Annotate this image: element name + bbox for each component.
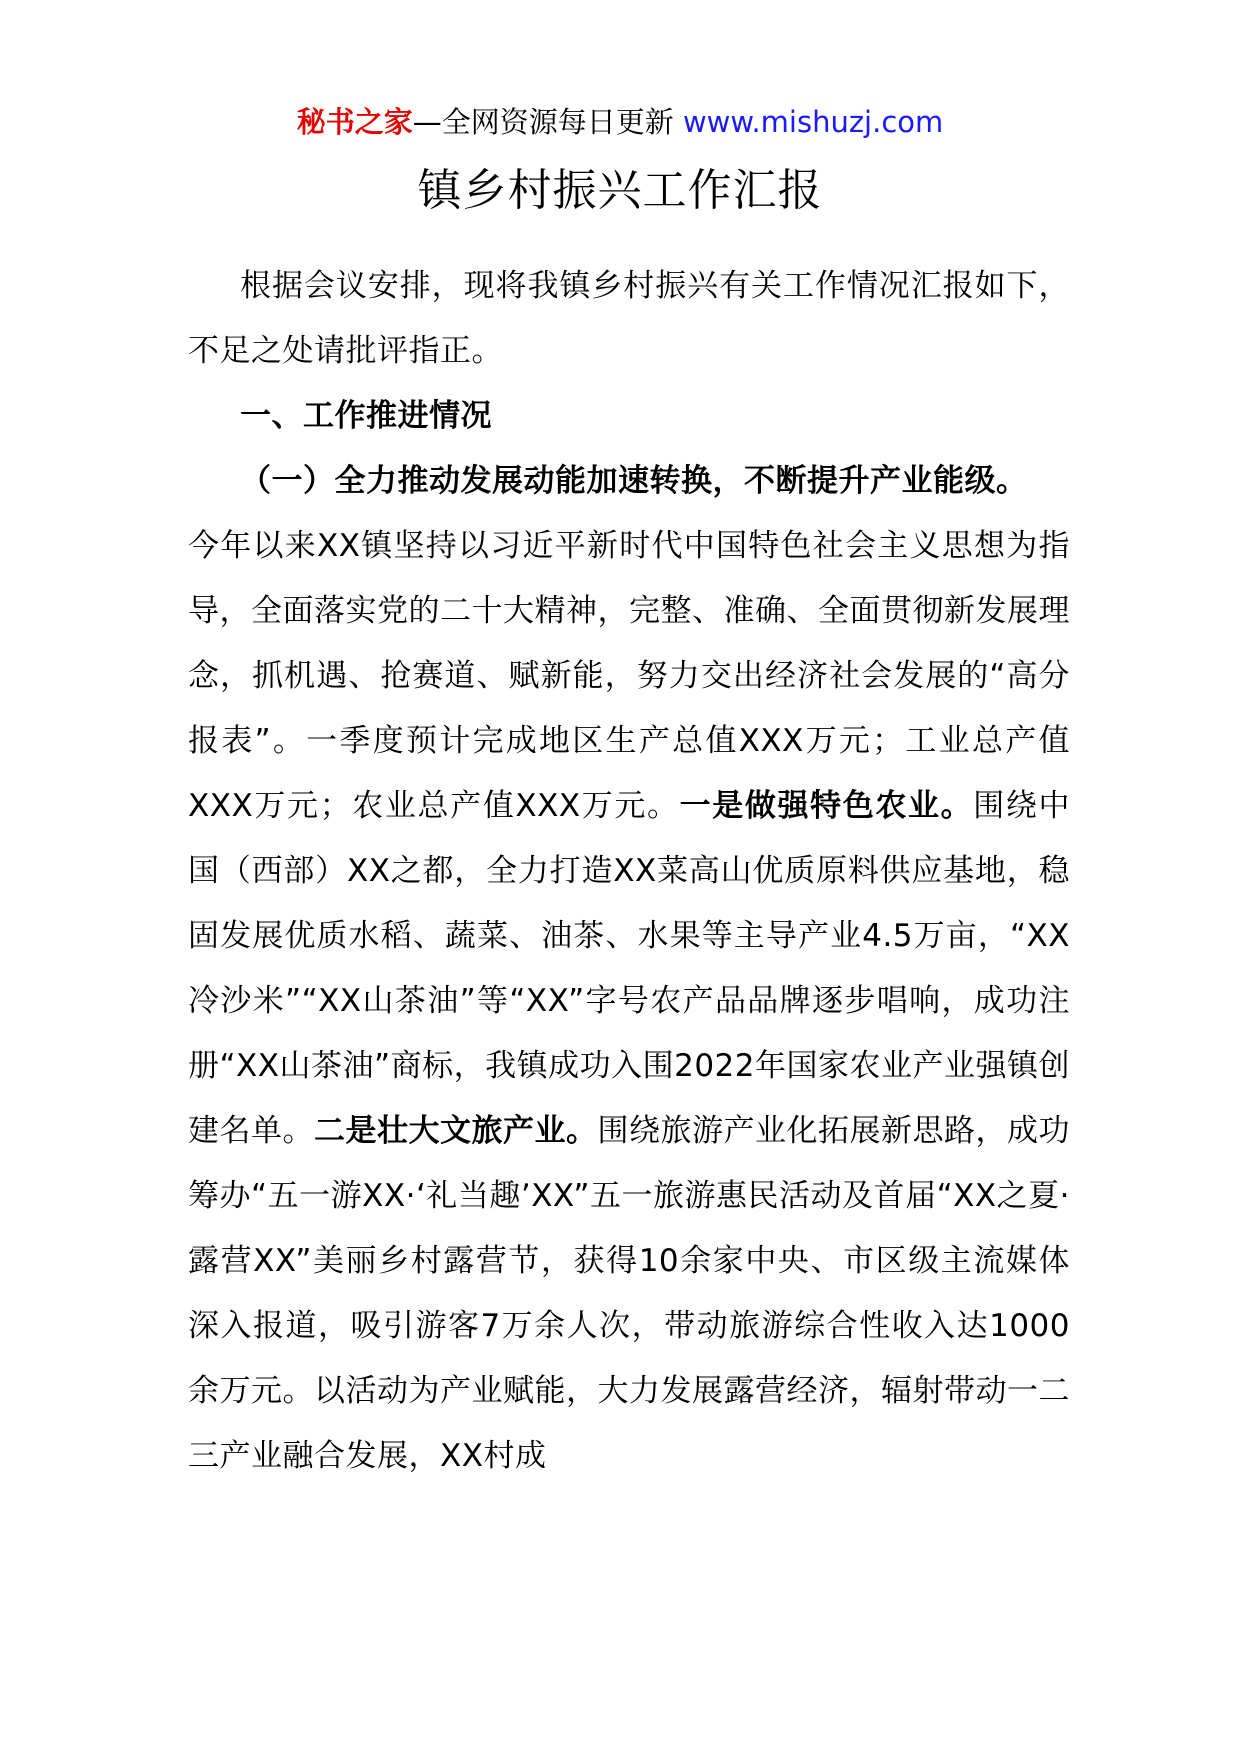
brand-name: 秘书之家 (296, 105, 413, 139)
point-text-agriculture: 围绕中国（西部）XX之都，全力打造XX菜高山优质原料供应基地，稳固发展优质水稻、蔬菜、油茶、水果等主导产业4.5万亩，“XX冷沙米”“XX山茶油”等“XX”字号农产品品牌逐步唱响，成功注册“XX山茶油”商标，我镇成功入围2022年国家农业产业强镇创建名单。 (188, 788, 1071, 1149)
header-tagline: —全网资源每日更新 (412, 105, 683, 139)
paragraph-text: 今年以来XX镇坚持以习近平新时代中国特色社会主义思想为指导，全面落实党的二十大精神，完整、准确、全面贯彻新发展理念，抓机遇、抢赛道、赋新能，努力交出经济社会发展的“高分报表”。一季度预计完成地区生产总值XXX万元；工业总产值XXX万元；农业总产值XXX万元。 (188, 528, 1070, 824)
point-text-tourism: 围绕旅游产业化拓展新思路，成功筹办“五一游XX·‘礼当趣’XX”五一旅游惠民活动及首届“XX之夏·露营XX”美丽乡村露营节，获得10余家中央、市区级主流媒体深入报道，吸引游客7万余人次，带动旅游综合性收入达1000余万元。以活动为产业赋能，大力发展露营经济，辐射带动一二三产业融合发展，XX村成 (188, 1113, 1070, 1474)
body-paragraph (188, 514, 1070, 1489)
point-label-agriculture: 一是做强特色农业。 (679, 788, 974, 824)
point-label-tourism: 二是壮大文旅产业。 (314, 1113, 598, 1149)
intro-paragraph: 根据会议安排，现将我镇乡村振兴有关工作情况汇报如下，不足之处请批评指正。 (188, 268, 1070, 369)
site-header (0, 102, 1240, 142)
subsection-heading: （一）全力推动发展动能加速转换，不断提升产业能级。 (240, 463, 1028, 499)
section-heading: 一、工作推进情况 (240, 398, 492, 434)
site-url-link[interactable]: www.mishuzj.com (682, 105, 944, 139)
document-body (188, 254, 1070, 1489)
document-title: 镇乡村振兴工作汇报 (417, 165, 823, 216)
